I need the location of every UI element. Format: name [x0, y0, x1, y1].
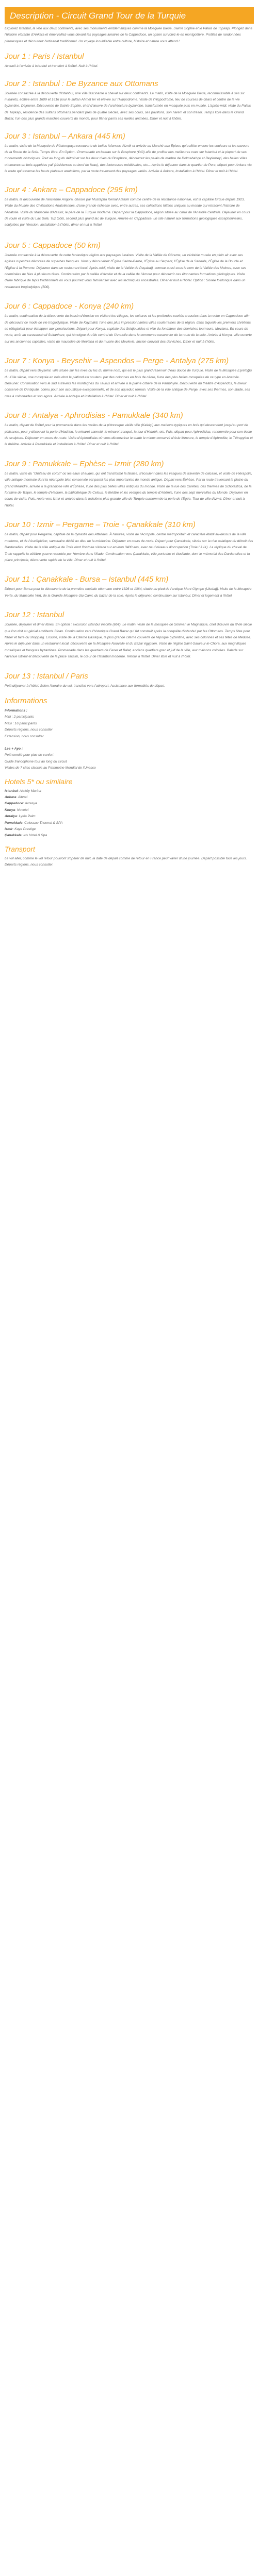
day-section — [5, 52, 254, 70]
day-text: Le matin, visite du "château de coton" où les eaux chaudes, qui ont transformé la falaise, s'écoulent dans les vasques de travertin de calcaire, et visite de Hiérapolis, ville antique thermale dont la nécropole bien conservée est parmi les plus importantes du monde antique. Départ vers Éphèse. Par la route traversant la plaine du grand Méandre, arrivée à la grandiose ville d'Éphèse, l'une des plus belles villes antiques du monde. Visite de la rue des Curètes, des thermes de Scholastica, de la fontaine de Trajan, le temple d'Hadrien, la bibliothèque de Celsus, le théâtre et les vestiges du temple d'Artémis, l'une des sept merveilles du Monde. Déjeuner en cours de visite. Puis, route vers Izmir et arrivée dans la troisième plus grande ville de Turquie surnommée la perle de l'Égée. Tour de ville d'Izmir. Dîner et nuit à l'hôtel. — [5, 471, 252, 507]
hotels-section — [5, 777, 254, 839]
day-section — [5, 302, 254, 345]
day-text: Le matin, visite de la Mosquée de Rüstempaşa recouverte de belles faïences d'Iznik et arrivée au Marché aux Épices qui reflète encore les couleurs et les saveurs de la Route de la Soie. Temps libre. En Option : Promenade en bateau sur le Bosphore (€40) afin de profiter des meilleures vues sur Istanbul et la plupart de ses monuments historiques. Tout au long du détroit et sur les deux rives du Bosphore, découvrez les palais de marbre de Dolmabahçe et Beylerbeyi, des belles villas ottomanes en bois appelées yali (résidences au bord de l'eau), des forteresses médiévales, etc... Après le déjeuner dans le quartier de Pera, départ pour Ankara via la route qui traverse les hauts plateaux anatoliens, par la route traversant des paysages variés. Arrivée à Ankara, installation à l'hôtel. Dîner et nuit à l'hôtel. — [5, 144, 252, 174]
day-text: Journée consacrée à la découverte d'Istanbul, une ville fascinante à cheval sur deux continents. Le matin, visite de la Mosquée Bleue, reconnaissable à ses six minarets, édifiée entre 1609 et 1616 pour le sultan Ahmet Ier et élevée sur l'Hippodrome. Visite de l'Hippodrome, lieu de courses de chars et centre de la vie byzantine. Déjeuner. Découverte de Sainte Sophie, chef-d'œuvre de l'architecture byzantine, transformée en mosquée puis en musée. L'après-midi, visite du Palais de Topkapi, résidence des sultans ottomans pendant près de quatre siècles, avec ses cours, ses pavillons, son harem et son trésor. Temps libre dans le Grand Bazar, l'un des plus grands marchés couverts du monde, pour flâner parmi ses ruelles animées. Dîner et nuit à l'hôtel. — [5, 91, 251, 121]
day-section — [5, 672, 254, 689]
hotel-item: Ankara: Altınel — [5, 795, 28, 800]
hotel-name: Novotel — [17, 808, 29, 812]
info-line: Guide francophone tout au long du circuit — [5, 759, 67, 764]
day-title: Jour 8 : Antalya - Aphrodisias - Pamukkale (340 km) — [5, 411, 183, 420]
info-line: Maxi : 16 participants — [5, 721, 37, 725]
hotel-city: Antalya — [5, 815, 17, 819]
day-text: Accueil à l'arrivée à Istanbul et transfert à l'hôtel. Nuit à l'hôtel. — [5, 64, 99, 69]
hotel-item: Antalya: Lykia Palm — [5, 815, 36, 819]
hotel-city: Konya — [5, 808, 15, 812]
day-section — [5, 185, 254, 229]
day-section — [5, 241, 254, 291]
transport-text: Le vol aller, comme le vol retour pourront s'opérer de nuit, la date de départ comme de retour en France peut varier d'une journée. Départ possible tous les jours. Départs régions, nous consulter. — [5, 856, 247, 867]
hotel-name: Colossae Thermal & SPA — [24, 821, 63, 825]
transport-section — [5, 844, 254, 869]
day-section — [5, 357, 254, 400]
hotel-city: Pamukkale — [5, 821, 23, 825]
day-text: Le matin, la découverte de l'ancienne Angora, choisie par Mustapha Kemal Atatürk comme centre de la résistance nationale, est la capitale turque depuis 1923. Visite du Musée des Civilisations Anatoliennes, d'une grande richesse avec, entre autres, ses collections hittites uniques au monde qui retracent l'histoire de l'Anatolie. Visite du Mausolée d'Atatürk, le père de la Turquie moderne. Départ pour la Cappadoce, région située au cœur de l'Anatolie Centrale. Déjeuner en cours de route et visite du Lac Salé, Tuz Gölü, second plus grand lac de Turquie. Arrivée en Cappadoce, un site naturel aux formations géologiques exceptionnelles, sculptées par l'érosion. Installation à l'hôtel, dîner et nuit à l'hôtel. — [5, 197, 250, 227]
day-title: Jour 6 : Cappadoce - Konya (240 km) — [5, 302, 134, 311]
day-text: Le matin, continuation de la découverte du bassin d'érosion en visitant les villages, les cultures et les profondes cavités creusées dans la roche en Cappadoce afin de découvrir ce mode de vie troglodytique. Visite de Kaymakli, l'une des plus impressionnantes villes souterraines de la région, dans laquelle les premiers chrétiens se réfugiaient pour échapper aux persécutions. Départ pour Konya, capitale des Seldjoukides et ville du fondateur des derviches tourneurs, Mevlana. En cours de route, arrêt au caravansérail Sultanhanı, qui témoigne du rôle central de l'Anatolie dans le commerce caravanier de la route de la soie. Arrivée à Konya, ville ouverte sur les anciennes capitales, visite du mausolée de Mevlana et du musée des Mevlevis, ancien couvent des derviches. Dîner et nuit à l'hôtel. — [5, 314, 252, 344]
page — [0, 7, 258, 869]
day-title: Jour 3 : Istanbul – Ankara (445 km) — [5, 131, 125, 141]
day-title: Jour 12 : Istanbul — [5, 611, 64, 620]
day-title: Jour 2 : Istanbul : De Byzance aux Ottomans — [5, 79, 158, 88]
hotel-name: Lykia Palm — [19, 815, 36, 819]
hotel-item: Çanakkale: Iris Hotel & Spa — [5, 834, 47, 838]
hotel-name: Altınel — [18, 795, 28, 800]
hotel-name: Ataköy Marina — [19, 789, 41, 793]
hotel-city: Izmir — [5, 827, 13, 832]
hotel-item: Istanbul: Ataköy Marina — [5, 789, 41, 793]
day-title: Jour 5 : Cappadoce (50 km) — [5, 241, 101, 250]
transport-title: Transport — [5, 844, 35, 853]
intro-text: Explorez Istanbul, la ville aux deux continents, avec ses monuments emblématiques comme la Mosquée Bleue, Sainte Sophie et le Palais de Topkapi. Plongez dans l'histoire vibrante d'Ankara et émerveillez-vous devant les paysages lunaires de la Cappadoce, un option survolez-le en montgolfière. Profitez de randonnées pittoresques et découvrez l'artisanat traditionnel. Un voyage inoubliable entre culture, histoire et nature vous attend ! — [5, 27, 252, 43]
info-line: Informations : — [5, 708, 27, 713]
day-title: Jour 10 : Izmir – Pergame – Troie - Çanakkale (310 km) — [5, 520, 196, 530]
informations-list — [5, 708, 254, 772]
day-title: Jour 4 : Ankara – Cappadoce (295 km) — [5, 185, 138, 194]
day-title: Jour 11 : Çanakkale - Bursa – Istanbul (445 km) — [5, 575, 169, 584]
hotel-city: Ankara — [5, 795, 17, 800]
hotel-name: Iris Hotel & Spa — [23, 834, 47, 838]
informations-title: Informations — [5, 696, 47, 705]
hotel-city: Cappadoce — [5, 802, 23, 806]
day-section — [5, 411, 254, 448]
info-line — [5, 740, 254, 746]
hotel-item: Pamukkale: Colossae Thermal & SPA — [5, 821, 63, 825]
day-section — [5, 611, 254, 660]
day-text: Le matin, départ pour Pergame, capitale de la dynastie des Attalides. À l'arrivée, visite de l'Acropole, centre métropolitain et caractère établi au-dessus de la ville moderne, et de l'Asclépiéion, sanctuaire dédié au dieu de la médecine. Déjeuner en cours de route. Départ pour Çanakkale, située sur la rive asiatique du détroit des Dardanelles. Visite de la ville antique de Troie dont l'histoire s'étend sur environ 3400 ans, avec neuf niveaux d'occupation (Troie I à IX). La réplique du cheval de Troie rappelle la célèbre guerre racontée par Homère dans l'Iliade. Continuation vers Çanakkale, ville portuaire et étudiante, dont le mémorial des Dardanelles et la place principale, découverte rapide de la ville. Dîner et nuit à l'hôtel. — [5, 533, 253, 562]
hotel-city: Istanbul — [5, 789, 18, 793]
info-line: Mini : 2 participants — [5, 715, 34, 719]
day-text: Le matin, départ vers Beysehir, ville située sur les rives du lac du même nom, qui est le plus grand réservoir d'eau douce de Turquie. Visite de la Mosquée Eşrefoğlu du XIIIe siècle, une mosquée en bois dont le plafond est soutenu par des colonnes en bois de cèdre, l'une des plus belles mosquées de ce type en Anatolie. Déjeuner. Continuation vers le sud à travers les montagnes du Taurus et arrivée à la plaine côtière de la Pamphylie. Découverte du théâtre d'Aspendos, le mieux conservé de l'Antiquité, connu pour son acoustique exceptionnelle, et de son aqueduc romain. Visite de la ville antique de Perge, avec ses thermes, son stade, ses rues à colonnades et son agora. Arrivée à Antalya et installation à l'hôtel. Dîner et nuit à l'hôtel. — [5, 369, 252, 398]
hotel-city: Çanakkale — [5, 834, 22, 838]
info-line: Les + Ayo : — [5, 747, 23, 751]
day-title: Jour 9 : Pamukkale – Ephèse – Izmir (280 km) — [5, 459, 164, 468]
hotel-item: Cappadoce: Avrasya — [5, 802, 37, 806]
info-line: Départs régions, nous consulter — [5, 728, 53, 732]
day-text: Petit déjeuner à l'hôtel. Selon l'horaire du vol, transfert vers l'aéroport. Assistance aux formalités de départ. — [5, 684, 166, 688]
day-text: Journée, déjeuner et dîner libres. En option : excursion Istanbul insolite (65€). Le matin, visite de la mosquée de Soliman le Magnifique, chef d'œuvre du XVIe siècle que l'on doit au génial architecte Sinan. Continuation vers l'historique Grand Bazar qui fut construit après la conquête d'Istanbul par les Ottomans. Temps libre pour flâner et faire du shopping. Ensuite, visite de la Citerne Basilique, la plus grande citerne couverte de l'époque byzantine, avec ses colonnes et ses têtes de Méduse. Après le déjeuner dans un restaurant local, découverte de la Mosquée Nouvelle et du Bazar égyptien. Visite de l'église Saint-Sauveur-in-Chora, aux magnifiques mosaïques et fresques byzantines. Promenade dans les quartiers de Fener et Balat, anciens quartiers grec et juif de la ville, aux maisons colorées. Balade sur l'avenue Istiklal et découverte de la place Taksim, le cœur de l'Istanbul moderne. Retour à l'hôtel. Dîner libre et nuit à l'hôtel. — [5, 623, 252, 659]
info-line: Visites de 7 sites classés au Patrimoine Mondial de l'Unesco — [5, 766, 96, 770]
day-section — [5, 79, 254, 123]
hotel-item: Konya: Novotel — [5, 808, 29, 812]
day-section — [5, 575, 254, 599]
day-title: Jour 13 : Istanbul / Paris — [5, 671, 88, 681]
day-title: Jour 1 : Paris / Istanbul — [5, 52, 84, 61]
day-title: Jour 7 : Konya - Beysehir – Aspendos – Perge - Antalya (275 km) — [5, 357, 229, 366]
day-section — [5, 132, 254, 175]
info-line: Petit comité pour plus de confort — [5, 753, 54, 757]
hotels-list — [5, 788, 254, 839]
hotel-name: Avrasya — [24, 802, 37, 806]
day-text: Départ pour Bursa pour la découverte de la première capitale ottomane entre 1326 et 1364, située au pied de l'antique Mont Olympe (Uludağ). Visite de la Mosquée Verte, du Mausolée Vert, de la Grande Mosquée Ulu Cami, du bazar de la soie. Après le déjeuner, continuation sur Istanbul. Dîner et logement à l'hôtel. — [5, 587, 252, 598]
informations-section — [5, 697, 254, 772]
hotel-item: Izmir: Kaya Prestige — [5, 827, 36, 832]
day-section — [5, 460, 254, 509]
hotel-name: Kaya Prestige — [14, 827, 36, 832]
hotels-title: Hotels 5* ou similaire — [5, 777, 73, 786]
day-text: Journée consacrée à la découverte de cette fantastique région aux paysages lunaires. Visite de la Vallée de Göreme, un véritable musée en plein air avec ses églises rupestres décorées de superbes fresques. Vous y découvrirez l'Église Sainte-Barbe, l'Église au Serpent, l'Église de la Sandale, l'Église de la Boucle et l'Église à la Pomme. Déjeuner dans un restaurant local. Après-midi, visite de la Vallée de Paşabağ, connue aussi sous le nom de la Vallée des Moines, avec ses cheminées de fées à plusieurs têtes. Continuation par la vallée d'Avcılar et de la vallée de l'Amour pour découvrir ces étonnantes formations géologiques. Visite d'une fabrique de tapis traditionnels où vous pourrez vous familiariser avec les techniques ancestrales. Dîner et nuit à l'hôtel. Option : Soirée folklorique dans un restaurant troglodytique (50€). — [5, 253, 247, 289]
info-line: Extension, nous consulter — [5, 734, 44, 738]
day-section — [5, 520, 254, 564]
page-banner: Description - Circuit Grand Tour de la Turquie — [5, 7, 254, 24]
day-text: Le matin, départ de l'hôtel pour la promenade dans les ruelles de la pittoresque vieille ville (Kaleiçi) aux maisons typiques en bois qui descendent jusqu'au port de plaisance, pour y découvrir la porte d'Hadrien, le minaret cannelé, le minaret tronqué, la tour d'Hıdırlık, etc. Puis, départ pour Aphrodisias, renommée pour son école de sculpture. Déjeuner en cours de route. Visite d'Aphrodisias où vous découvrirez le stade le mieux conservé d'Asie Mineure, le temple d'Aphrodite, le Tétrapylon et le théâtre. Arrivée à Pamukkale et installation à l'hôtel. Dîner et nuit à l'hôtel. — [5, 423, 253, 447]
